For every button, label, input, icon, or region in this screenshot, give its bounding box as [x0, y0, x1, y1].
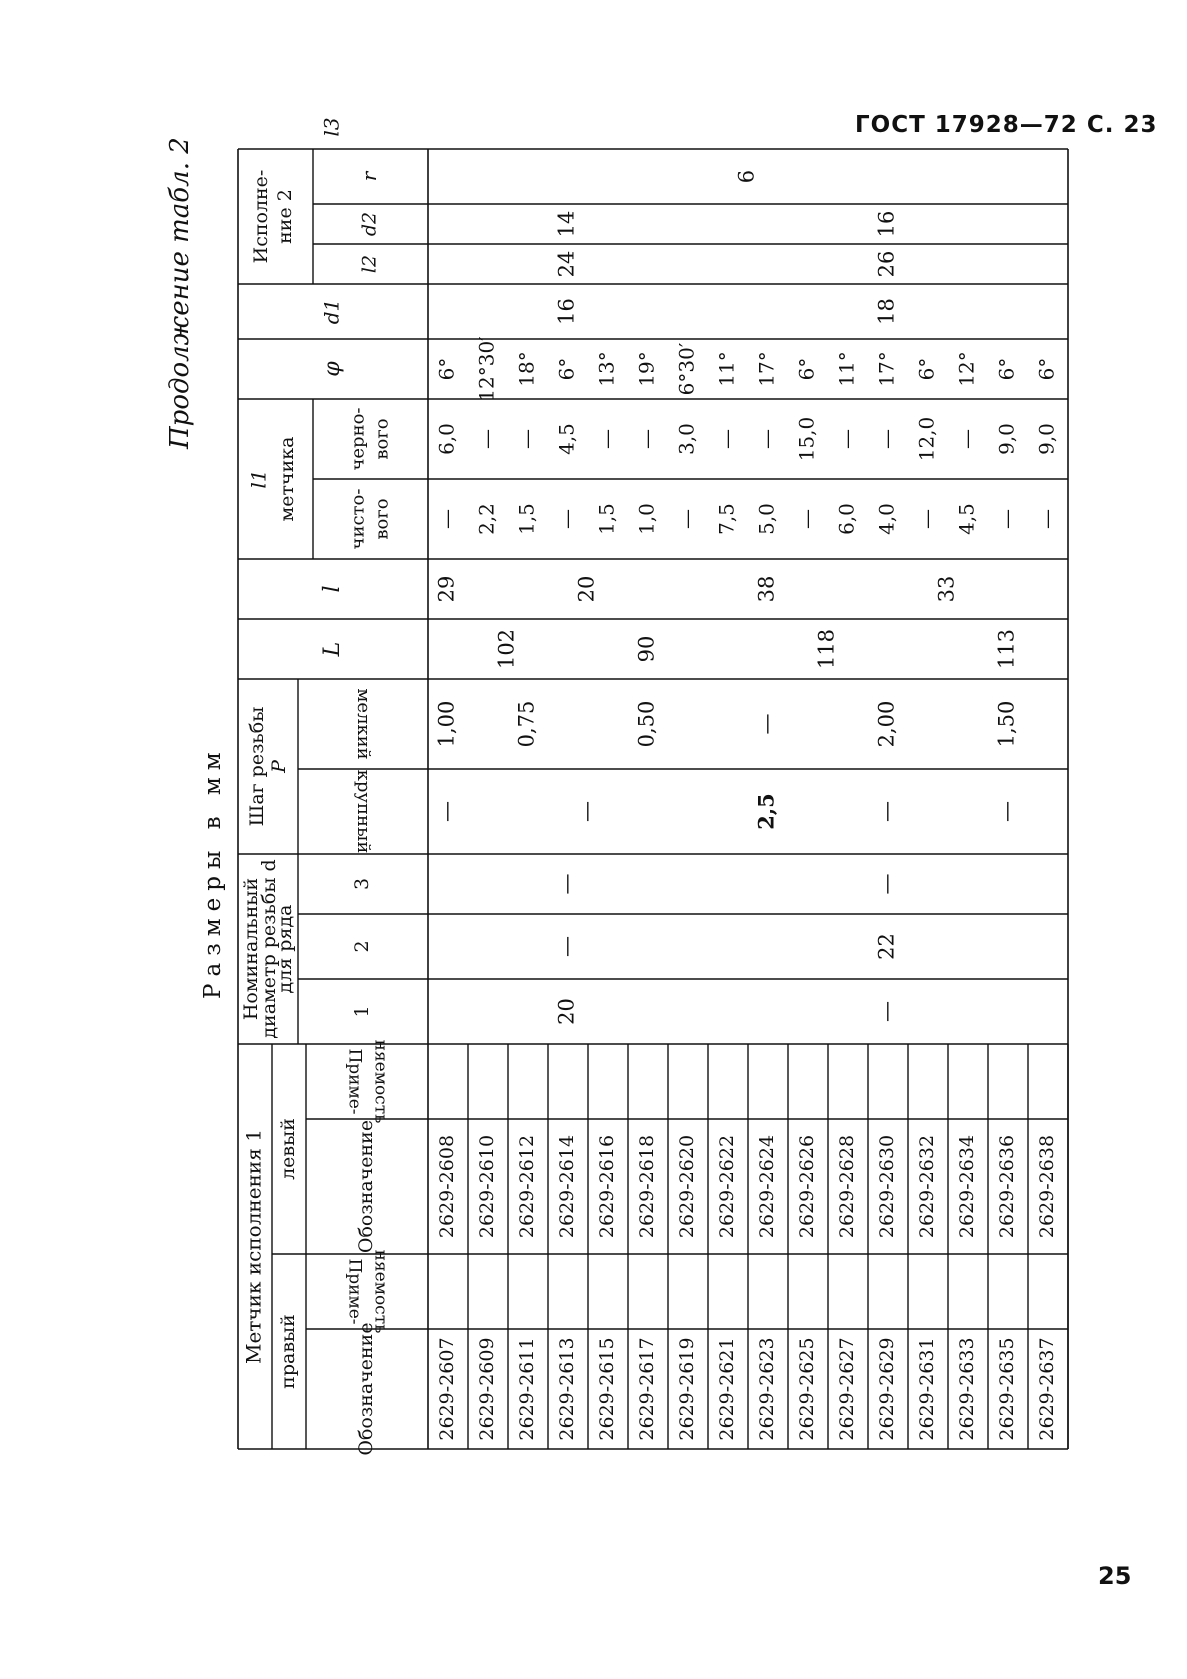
hdr-r: r	[357, 171, 381, 182]
row-4-right: 2629-2615	[596, 1337, 618, 1441]
row-15-phi: 6°	[1034, 357, 1059, 381]
row-13-phi: 12°	[954, 351, 979, 387]
row-3-phi: 6°	[554, 357, 579, 381]
row-8-right: 2629-2623	[756, 1337, 778, 1441]
row-10-phi: 11°	[834, 351, 859, 387]
row-11-phi: 17°	[874, 351, 899, 387]
row-11-left: 2629-2630	[876, 1134, 898, 1239]
row-3-chist: —	[554, 509, 579, 529]
hdr-chern-2: вого	[371, 418, 393, 460]
hdr-ryad-3: 3	[351, 877, 373, 891]
row-10-chist: 6,0	[834, 503, 859, 535]
merged-d2col-b: 16	[874, 210, 899, 238]
row-7-chern: —	[714, 429, 739, 449]
row-0-chist: —	[434, 509, 459, 529]
row-9-chern: 15,0	[794, 416, 819, 462]
hdr-prim-l-1: Приме-	[344, 1048, 365, 1115]
hdr-ryad-1: 1	[351, 1005, 373, 1018]
row-6-chist: —	[674, 509, 699, 529]
row-4-chist: 1,5	[594, 503, 619, 535]
hdr-l2: l2	[358, 254, 381, 274]
hdr-prim-r-2: няемость	[370, 1249, 391, 1334]
merged-d1-a: 20	[554, 998, 579, 1025]
merged-d3-a: —	[554, 873, 579, 895]
merged-l-c: 38	[754, 575, 779, 603]
hdr-chist-1: чисто-	[347, 488, 369, 550]
row-6-phi: 6°30′	[674, 342, 699, 396]
hdr-nom-diam-3: для ряда	[274, 904, 296, 994]
hdr-shag: Шаг резьбы	[246, 706, 268, 827]
row-14-chist: —	[994, 509, 1019, 529]
row-14-chern: 9,0	[994, 423, 1019, 455]
hdr-oboz-r: Обозначение	[355, 1322, 377, 1456]
row-0-chern: 6,0	[434, 423, 459, 455]
merged-L-b: 90	[634, 635, 659, 663]
row-8-phi: 17°	[754, 351, 779, 387]
hdr-nom-diam-1: Номинальный	[240, 877, 262, 1021]
merged-L-a: 102	[494, 628, 519, 670]
merged-l-b: 20	[574, 575, 599, 603]
row-2-chist: 1,5	[514, 503, 539, 535]
row-0-left: 2629-2608	[436, 1134, 458, 1239]
row-6-left: 2629-2620	[676, 1134, 698, 1239]
row-1-chern: —	[474, 429, 499, 449]
hdr-melkiy: мелкий	[353, 688, 374, 760]
merged-l2-a: 24	[554, 250, 579, 278]
row-12-chern: 12,0	[914, 416, 939, 462]
hdr-d2: d2	[358, 211, 381, 237]
row-2-chern: —	[514, 429, 539, 449]
row-4-chern: —	[594, 429, 619, 449]
hdr-l: l	[320, 585, 345, 593]
row-11-chist: 4,0	[874, 503, 899, 535]
hdr-l3: l3	[319, 117, 344, 137]
row-12-phi: 6°	[914, 357, 939, 381]
hdr-chist-2: вого	[371, 498, 393, 540]
merged-d1col-a: 16	[554, 298, 579, 325]
hdr-phi: φ	[320, 361, 345, 377]
row-3-right: 2629-2613	[556, 1337, 578, 1441]
merged-mel-d: —	[754, 713, 779, 735]
row-0-phi: 6°	[434, 357, 459, 381]
merged-mel-f: 1,50	[994, 700, 1019, 748]
row-3-left: 2629-2614	[556, 1134, 578, 1239]
hdr-L: L	[320, 641, 345, 657]
merged-krup-b: —	[574, 801, 599, 822]
hdr-metchik-isp1: Метчик исполнения 1	[241, 1129, 266, 1364]
merged-d2-b: 22	[874, 933, 899, 960]
row-2-phi: 18°	[514, 351, 539, 387]
row-8-left: 2629-2624	[756, 1134, 778, 1239]
row-13-right: 2629-2633	[956, 1337, 978, 1441]
row-8-chist: 5,0	[754, 503, 779, 535]
row-14-left: 2629-2636	[996, 1134, 1018, 1239]
row-3-chern: 4,5	[554, 423, 579, 455]
row-5-phi: 19°	[634, 351, 659, 387]
hdr-isp2-1: Исполне-	[250, 169, 272, 264]
merged-L-c: 118	[814, 628, 839, 670]
merged-d2col-a: 14	[554, 210, 579, 238]
row-13-chist: 4,5	[954, 503, 979, 535]
hdr-l1-metchika: метчика	[276, 436, 298, 522]
row-8-chern: —	[754, 429, 779, 449]
row-5-left: 2629-2618	[636, 1134, 658, 1239]
hdr-pravyy: правый	[277, 1314, 299, 1389]
row-7-phi: 11°	[714, 351, 739, 387]
row-10-right: 2629-2627	[836, 1337, 858, 1441]
units-caption: Размеры в мм	[200, 745, 226, 999]
merged-krup-a: —	[434, 801, 459, 822]
row-1-chist: 2,2	[474, 503, 499, 535]
merged-d2-a: —	[554, 936, 579, 957]
row-15-chist: —	[1034, 509, 1059, 529]
merged-krup-c: 2,5	[753, 793, 779, 830]
row-0-right: 2629-2607	[436, 1337, 458, 1441]
row-4-phi: 13°	[594, 351, 619, 387]
document-header: ГОСТ 17928—72 С. 23	[855, 112, 1158, 138]
row-2-left: 2629-2612	[516, 1134, 538, 1239]
row-10-chern: —	[834, 429, 859, 449]
row-12-chist: —	[914, 509, 939, 529]
row-1-right: 2629-2609	[476, 1337, 498, 1441]
merged-mel-b: 0,75	[514, 700, 539, 748]
row-15-chern: 9,0	[1034, 423, 1059, 455]
row-9-phi: 6°	[794, 357, 819, 381]
merged-d1col-b: 18	[874, 298, 899, 325]
row-10-left: 2629-2628	[836, 1134, 858, 1239]
hdr-d1: d1	[319, 298, 344, 325]
row-6-right: 2629-2619	[676, 1337, 698, 1441]
row-14-phi: 6°	[994, 357, 1019, 381]
hdr-oboz-l: Обозначение	[355, 1119, 377, 1254]
row-9-chist: —	[794, 509, 819, 529]
merged-l-a: 29	[434, 575, 459, 603]
row-15-left: 2629-2638	[1036, 1134, 1058, 1239]
row-11-right: 2629-2629	[876, 1337, 898, 1441]
row-5-chern: —	[634, 429, 659, 449]
merged-mel-a: 1,00	[434, 700, 459, 748]
merged-krup-d: —	[874, 801, 899, 822]
row-13-left: 2629-2634	[956, 1134, 978, 1239]
merged-krup-e: —	[994, 801, 1019, 822]
hdr-l1: l1	[246, 469, 271, 489]
row-6-chern: 3,0	[674, 423, 699, 455]
row-5-chist: 1,0	[634, 503, 659, 535]
row-7-right: 2629-2621	[716, 1337, 738, 1441]
hdr-nom-diam-2: диаметр резьбы d	[258, 859, 280, 1039]
row-9-right: 2629-2625	[796, 1337, 818, 1441]
row-2-right: 2629-2611	[516, 1337, 538, 1441]
merged-r-a: 6	[734, 169, 759, 184]
merged-l2-b: 26	[874, 250, 899, 278]
row-14-right: 2629-2635	[996, 1337, 1018, 1441]
hdr-shag-p: P	[268, 760, 290, 773]
row-13-chern: —	[954, 429, 979, 449]
merged-d3-b: —	[874, 873, 899, 895]
row-7-left: 2629-2622	[716, 1134, 738, 1239]
row-9-left: 2629-2626	[796, 1134, 818, 1239]
hdr-levyy: левый	[277, 1118, 299, 1180]
table-text	[240, 117, 1059, 1455]
merged-L-d: 113	[994, 628, 1019, 670]
row-15-right: 2629-2637	[1036, 1337, 1058, 1441]
hdr-prim-l-2: няемость	[370, 1039, 391, 1124]
merged-d1-b: —	[874, 1001, 899, 1022]
row-4-left: 2629-2616	[596, 1134, 618, 1239]
continuation-caption: Продолжение табл. 2	[165, 137, 195, 449]
row-1-left: 2629-2610	[476, 1134, 498, 1239]
hdr-ryad-2: 2	[351, 940, 373, 953]
row-11-chern: —	[874, 429, 899, 449]
page-number: 25	[1098, 1562, 1132, 1590]
hdr-chern-1: черно-	[347, 407, 369, 471]
row-12-left: 2629-2632	[916, 1134, 938, 1239]
merged-l-d: 33	[934, 575, 959, 603]
merged-mel-e: 2,00	[874, 700, 899, 748]
row-1-phi: 12°30′	[474, 336, 499, 402]
merged-mel-c: 0,50	[634, 700, 659, 748]
hdr-isp2-2: ние 2	[274, 189, 296, 244]
row-12-right: 2629-2631	[916, 1337, 938, 1441]
row-7-chist: 7,5	[714, 503, 739, 535]
row-5-right: 2629-2617	[636, 1337, 658, 1441]
hdr-krupnyy: крупный	[353, 769, 374, 854]
hdr-prim-r-1: Приме-	[344, 1258, 365, 1325]
